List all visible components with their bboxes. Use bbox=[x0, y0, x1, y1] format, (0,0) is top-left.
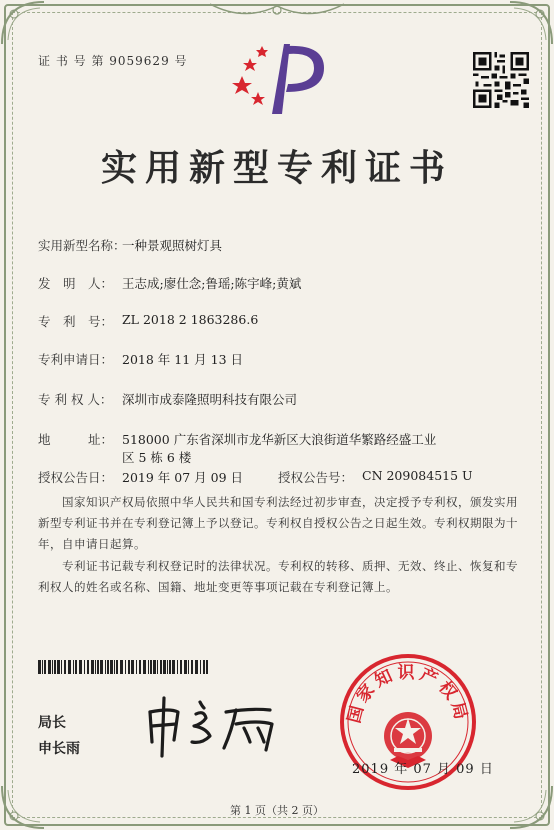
filing-date-label: 专利申请日： bbox=[38, 352, 114, 367]
barcode-bar bbox=[97, 660, 99, 674]
barcode-bar bbox=[100, 660, 103, 674]
barcode-bar bbox=[136, 660, 137, 674]
grant-number-value: CN 209084515 U bbox=[362, 468, 473, 483]
barcode-bar bbox=[188, 660, 189, 674]
barcode-bar bbox=[148, 660, 149, 674]
barcode-bar bbox=[95, 660, 96, 674]
barcode-bar bbox=[131, 660, 134, 674]
address-value-line1: 518000 广东省深圳市龙华新区大浪街道华繁路经盛工业 bbox=[122, 432, 437, 447]
barcode-bar bbox=[68, 660, 71, 674]
handwritten-signature-icon bbox=[140, 690, 290, 760]
grant-date-label: 授权公告日： bbox=[38, 470, 114, 485]
barcode-bar bbox=[48, 660, 51, 674]
corner-ornament-icon bbox=[0, 0, 46, 46]
barcode-bar bbox=[61, 660, 62, 674]
barcode-bar bbox=[128, 660, 130, 674]
filing-date-value: 2018 年 11 月 13 日 bbox=[122, 352, 243, 367]
statement-paragraph: 国家知识产权局依照中华人民共和国专利法经过初步审查，决定授予专利权，颁发实用新型专利证书并在专利登记簿上予以登记。专利权自授权公告之日起生效。专利权期限为十年，自申请日起算。 bbox=[38, 495, 518, 551]
barcode-bar bbox=[200, 660, 201, 674]
barcode-bar bbox=[169, 660, 171, 674]
barcode-bar bbox=[143, 660, 146, 674]
barcode-bar bbox=[87, 660, 89, 674]
document-title: 实用新型专利证书 bbox=[100, 147, 453, 189]
barcode-bar bbox=[116, 660, 118, 674]
barcode-bar bbox=[107, 660, 109, 674]
barcode-bar bbox=[191, 660, 193, 674]
patentee-value: 深圳市成泰隆照明科技有限公司 bbox=[122, 392, 298, 407]
signatory-role: 局长 bbox=[38, 715, 66, 731]
barcode-bar bbox=[110, 660, 113, 674]
patentee-label: 专 利 权 人： bbox=[38, 392, 113, 407]
legal-status-paragraph: 专利证书记载专利权登记时的法律状况。专利权的转移、质押、无效、终止、恢复和专利权人的姓名或名称、国籍、地址变更等事项记载在专利登记簿上。 bbox=[38, 559, 518, 594]
barcode-bar bbox=[160, 660, 162, 674]
barcode-bar bbox=[84, 660, 85, 674]
address-label: 地 址： bbox=[38, 432, 114, 447]
barcode-bar bbox=[153, 660, 156, 674]
patent-office-logo-icon bbox=[228, 40, 332, 116]
barcode-bar bbox=[52, 660, 53, 674]
barcode-bar bbox=[180, 660, 182, 674]
barcode-bar bbox=[105, 660, 106, 674]
barcode-bar bbox=[203, 660, 205, 674]
barcode-bar bbox=[157, 660, 158, 674]
barcode-bar bbox=[91, 660, 94, 674]
barcode-bar bbox=[163, 660, 166, 674]
barcode-icon bbox=[38, 660, 208, 674]
barcode-bar bbox=[206, 660, 208, 674]
barcode-bar bbox=[150, 660, 152, 674]
page-number: 第 1 页（共 2 页） bbox=[230, 804, 324, 817]
barcode-bar bbox=[125, 660, 126, 674]
corner-ornament-icon bbox=[508, 0, 554, 46]
seal-date: 2019 年 07 月 09 日 bbox=[352, 762, 494, 777]
top-ornament-icon bbox=[210, 0, 344, 24]
signatory-name: 申长雨 bbox=[38, 741, 80, 757]
barcode-bar bbox=[79, 660, 82, 674]
barcode-bar bbox=[177, 660, 178, 674]
barcode-bar bbox=[73, 660, 74, 674]
barcode-bar bbox=[139, 660, 141, 674]
barcode-bar bbox=[114, 660, 115, 674]
barcode-bar bbox=[120, 660, 123, 674]
barcode-bar bbox=[38, 660, 41, 674]
qr-code-icon bbox=[473, 52, 529, 108]
patent-number-value: ZL 2018 2 1863286.6 bbox=[122, 312, 259, 327]
barcode-bar bbox=[195, 660, 198, 674]
barcode-bar bbox=[54, 660, 56, 674]
address-value-line2: 区 5 栋 6 楼 bbox=[122, 450, 192, 465]
grant-date-value: 2019 年 07 月 09 日 bbox=[122, 470, 243, 485]
barcode-bar bbox=[64, 660, 66, 674]
barcode-bar bbox=[75, 660, 77, 674]
grant-number-label: 授权公告号： bbox=[278, 470, 354, 485]
name-value: 一种景观照树灯具 bbox=[122, 238, 223, 253]
certificate-number: 证 书 号 第 9059629 号 bbox=[38, 54, 188, 68]
barcode-bar bbox=[172, 660, 175, 674]
barcode-bar bbox=[167, 660, 168, 674]
inventor-value: 王志成;廖仕念;鲁瑶;陈宇峰;黄斌 bbox=[122, 276, 302, 291]
inventor-label: 发 明 人： bbox=[38, 276, 114, 291]
barcode-bar bbox=[57, 660, 60, 674]
barcode-bar bbox=[44, 660, 46, 674]
seal-text: 国家知识产权局 bbox=[344, 663, 472, 726]
name-label: 实用新型名称： bbox=[38, 238, 126, 253]
patent-number-label: 专 利 号： bbox=[38, 314, 114, 329]
barcode-bar bbox=[184, 660, 187, 674]
barcode-bar bbox=[42, 660, 43, 674]
